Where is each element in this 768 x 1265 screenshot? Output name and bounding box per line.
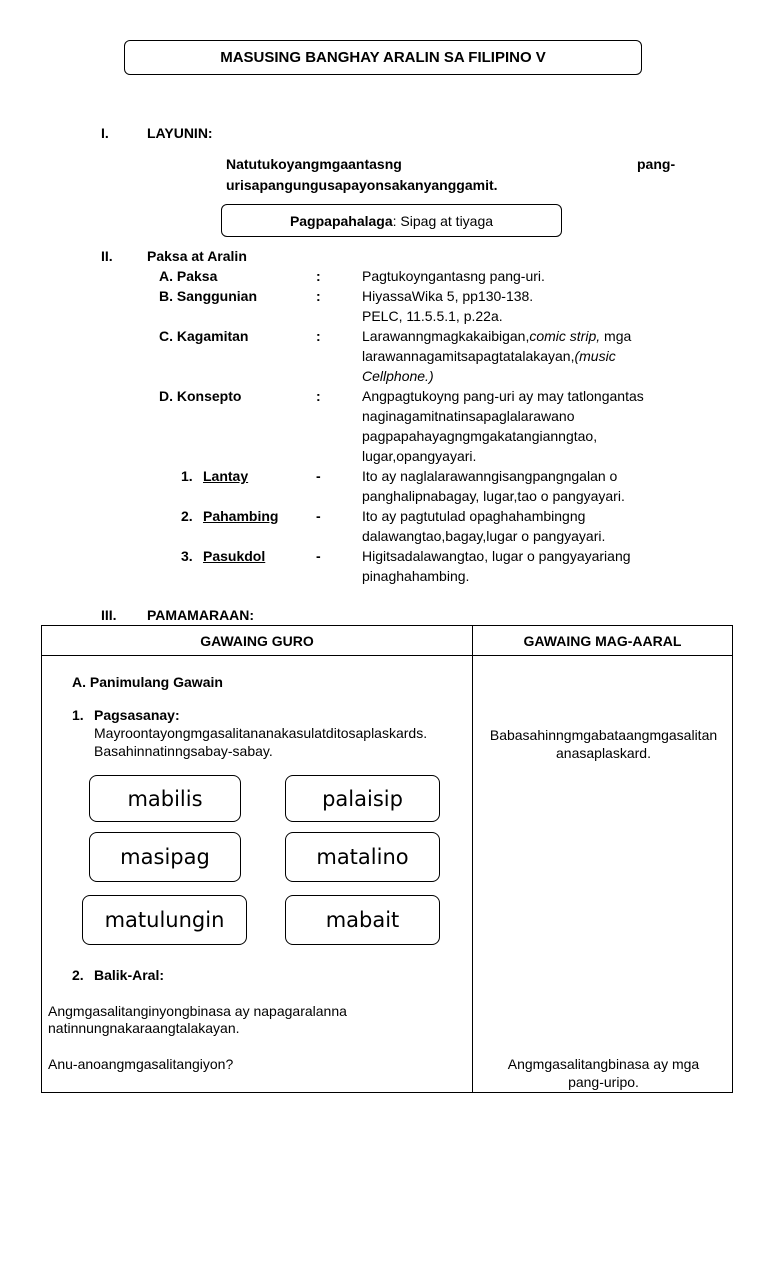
section3-number: III.: [101, 607, 117, 623]
degree-2-name: Pahambing: [203, 508, 279, 524]
kagamitan-line2-plain: larawannagamitsapagtatalakayan,: [362, 348, 575, 364]
kagamitan-line3: Cellphone.): [362, 368, 434, 384]
paksa-label: A. Paksa: [159, 268, 218, 284]
col-header-student: GAWAING MAG-AARAL: [473, 626, 733, 656]
degree-3-name: Pasukdol: [203, 548, 266, 564]
student-cell: [473, 656, 733, 1093]
flashcard-masipag: masipag: [89, 832, 241, 882]
objective-line1b: pang-: [637, 156, 676, 172]
sanggunian-line1: HiyassaWika 5, pp130-138.: [362, 288, 534, 304]
flashcard-mabilis: mabilis: [89, 775, 241, 822]
degree-1-line1: Ito ay naglalarawanngisangpangngalan o: [362, 468, 618, 484]
konsepto-line3: pagpapahayagngmgakatangianngtao,: [362, 428, 598, 444]
konsepto-line4: lugar,opangyayari.: [362, 448, 477, 464]
kagamitan-line1: [362, 328, 631, 344]
student-response1-line1: Babasahinngmgabataangmgasalitan: [489, 727, 718, 743]
balik-aral-line1: Angmgasalitanginyongbinasa ay napagaralanna: [48, 1003, 347, 1019]
pagpapahalaga-label: Pagpapahalaga: [289, 212, 393, 229]
pagsasanay-number: 1.: [72, 707, 84, 723]
paksa-sep: :: [316, 268, 321, 284]
kagamitan-line2: [362, 348, 616, 364]
student-response2-line1: Angmgasalitangbinasa ay mga: [507, 1056, 700, 1072]
konsepto-label: D. Konsepto: [159, 388, 242, 404]
pagsasanay-line2: Basahinnatinngsabay-sabay.: [94, 743, 273, 759]
degree-3-sep: -: [316, 548, 321, 564]
degree-1-line2: panghalipnabagay, lugar,tao o pangyayari.: [362, 488, 625, 504]
panimula-heading: A. Panimulang Gawain: [72, 674, 223, 690]
kagamitan-label: C. Kagamitan: [159, 328, 249, 344]
section3-heading: PAMAMARAAN:: [147, 607, 255, 623]
objective-line2: urisapangungusapayonsakanyanggamit.: [226, 177, 498, 193]
flashcard-palaisip: palaisip: [285, 775, 440, 822]
kagamitan-line2-italic: (music: [574, 348, 616, 364]
pagpapahalaga-value: : Sipag at tiyaga: [392, 212, 494, 229]
section1-number: I.: [101, 125, 109, 141]
balik-aral-line2: natinnungnakaraangtalakayan.: [48, 1020, 240, 1036]
degree-3-line1: Higitsadalawangtao, lugar o pangyayariang: [362, 548, 631, 564]
section2-heading: Paksa at Aralin: [147, 248, 247, 264]
student-response2-line2: pang-uripo.: [568, 1074, 639, 1090]
flashcard-matulungin: matulungin: [82, 895, 247, 945]
section2-number: II.: [101, 248, 113, 264]
question: Anu-anoangmgasalitangiyon?: [48, 1056, 234, 1072]
flashcard-matalino: matalino: [285, 832, 440, 882]
degree-1-sep: -: [316, 468, 321, 484]
pagsasanay-title: Pagsasanay:: [94, 707, 180, 723]
degree-2-line2: dalawangtao,bagay,lugar o pangyayari.: [362, 528, 606, 544]
kagamitan-line1-plain: Larawanngmagkakaibigan,: [362, 328, 530, 344]
degree-1-number: 1.: [181, 468, 193, 484]
sanggunian-label: B. Sanggunian: [159, 288, 257, 304]
konsepto-sep: :: [316, 388, 321, 404]
flashcard-mabait: mabait: [285, 895, 440, 945]
sanggunian-line2: PELC, 11.5.5.1, p.22a.: [362, 308, 503, 324]
balik-aral-number: 2.: [72, 967, 84, 983]
sanggunian-sep: :: [316, 288, 321, 304]
pagsasanay-line1: Mayroontayongmgasalitananakasulatditosaplaskards.: [94, 725, 428, 741]
document-title: MASUSING BANGHAY ARALIN SA FILIPINO V: [124, 40, 642, 75]
col-header-teacher: GAWAING GURO: [42, 626, 473, 656]
kagamitan-line1-italic: comic strip,: [529, 328, 601, 344]
kagamitan-line1-tail: mga: [600, 328, 632, 344]
degree-3-line2: pinaghahambing.: [362, 568, 470, 584]
konsepto-line1: Angpagtukoyng pang-uri ay may tatlongantas: [362, 388, 644, 404]
paksa-value: Pagtukoyngantasng pang-uri.: [362, 268, 545, 284]
degree-3-number: 3.: [181, 548, 193, 564]
degree-2-line1: Ito ay pagtutulad opaghahambingng: [362, 508, 586, 524]
degree-2-number: 2.: [181, 508, 193, 524]
konsepto-line2: naginagamitnatinsapaglalarawano: [362, 408, 575, 424]
degree-1-name: Lantay: [203, 468, 249, 484]
section1-heading: LAYUNIN:: [147, 125, 213, 141]
degree-2-sep: -: [316, 508, 321, 524]
balik-aral-title: Balik-Aral:: [94, 967, 165, 983]
student-response1-line2: anasaplaskard.: [556, 745, 651, 761]
kagamitan-sep: :: [316, 328, 321, 344]
objective-line1a: Natutukoyangmgaantasng: [226, 156, 402, 172]
pagpapahalaga-box: [221, 204, 562, 237]
